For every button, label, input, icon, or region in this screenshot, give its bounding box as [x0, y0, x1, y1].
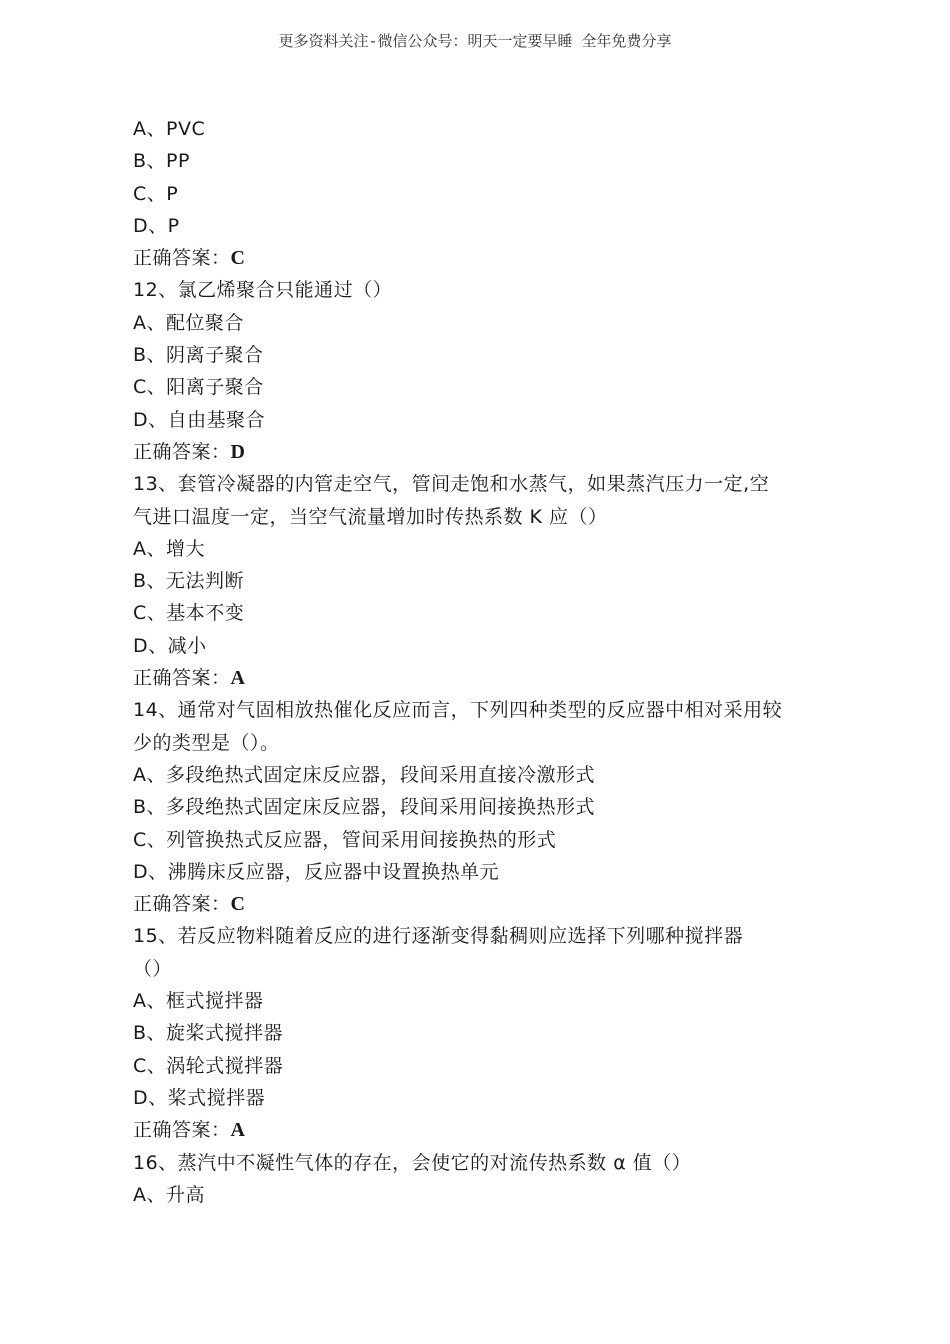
question-text: 13、套管冷凝器的内管走空气，管间走饱和水蒸气，如果蒸汽压力一定,空	[133, 473, 770, 496]
option-text: B、多段绝热式固定床反应器，段间采用间接换热形式	[133, 796, 596, 819]
option-text: A、升高	[133, 1183, 205, 1206]
option-text: C、P	[133, 182, 179, 205]
option-text: C、阳离子聚合	[133, 376, 264, 399]
option-text: A、PVC	[133, 118, 206, 140]
answer-label: 正确答案：	[133, 440, 231, 463]
answer-line	[133, 242, 833, 274]
answer-value: C	[230, 247, 246, 270]
option-text: B、PP	[133, 150, 190, 173]
question-text: 12、氯乙烯聚合只能通过（）	[133, 279, 393, 302]
answer-line	[133, 888, 833, 920]
question-text: 气进口温度一定，当空气流量增加时传热系数 K 应（）	[133, 505, 608, 528]
page-header: 更多资料关注-微信公众号：明天一定要早睡 全年免费分享	[278, 32, 672, 50]
option-text: C、涡轮式搅拌器	[133, 1054, 284, 1077]
question-text: 16、蒸汽中不凝性气体的存在，会使它的对流传热系数 α 值（）	[133, 1151, 692, 1174]
answer-line	[133, 1114, 833, 1146]
option-text: B、阴离子聚合	[133, 344, 264, 367]
answer-label: 正确答案：	[133, 1119, 231, 1142]
answer-label: 正确答案：	[133, 667, 231, 690]
question-text: 14、通常对气固相放热催化反应而言，下列四种类型的反应器中相对采用较	[133, 699, 783, 722]
answer-value: C	[230, 893, 246, 916]
option-text: D、减小	[133, 634, 207, 657]
option-text: D、沸腾床反应器，反应器中设置换热单元	[133, 860, 500, 883]
question-text: 少的类型是（）。	[133, 731, 280, 754]
document-body	[133, 113, 833, 1211]
option-text: C、基本不变	[133, 602, 245, 625]
question-text: （）	[133, 957, 173, 980]
option-text: B、无法判断	[133, 570, 245, 593]
option-text: B、旋桨式搅拌器	[133, 1022, 284, 1045]
option-text: A、框式搅拌器	[133, 990, 264, 1013]
option-text: D、P	[133, 214, 180, 237]
option-text: A、配位聚合	[133, 311, 244, 334]
option-text: D、桨式搅拌器	[133, 1086, 266, 1109]
answer-line	[133, 662, 833, 694]
answer-value: A	[230, 667, 246, 690]
answer-label: 正确答案：	[133, 247, 231, 270]
question-text: 15、若反应物料随着反应的进行逐渐变得黏稠则应选择下列哪种搅拌器	[133, 925, 744, 948]
option-text: D、自由基聚合	[133, 408, 266, 431]
answer-value: A	[230, 1119, 246, 1142]
answer-line	[133, 436, 833, 468]
option-text: C、列管换热式反应器，管间采用间接换热的形式	[133, 828, 557, 851]
option-text: A、多段绝热式固定床反应器，段间采用直接冷激形式	[133, 763, 595, 786]
answer-label: 正确答案：	[133, 893, 231, 916]
option-text: A、增大	[133, 537, 205, 560]
answer-value: D	[230, 440, 246, 463]
